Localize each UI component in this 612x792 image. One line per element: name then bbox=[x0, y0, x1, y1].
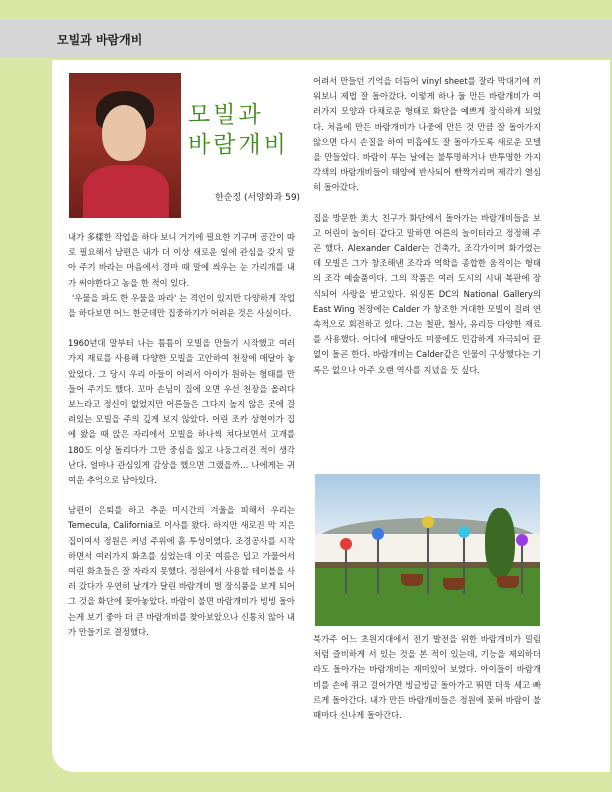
section-title: 모빌과 바람개비 bbox=[57, 33, 143, 47]
photo-face-shape bbox=[102, 105, 146, 161]
paragraph: 남편이 은퇴를 하고 추운 미시간의 겨울을 피해서 우리는 Temecula, California로 이사를 왔다. 하지만 새로진 막 지은 집이여서 정원은 커녕 주위에 흙 투성이였다. 조경공사를 시작하면서 여러가지 화초를 심었는데 이곳 여름은 덥고 가물어서 여린 화초들은 잘 자라지 못했다. 정원에서 사용할 테이블을 사러 갔다가 우연히 날개가 달린 바람개비 벌 장식품을 보게 되어 그 것을 화단에 꽂아놓았다. 바람이 불면 바람개비가 빙빙 돌아는게 보기 좋아 더 큰 바람개비를 찾아보았으나 신통치 않아 내가 만들기로 결정했다. bbox=[68, 505, 295, 637]
left-column bbox=[68, 230, 295, 640]
paragraph: '우물을 파도 한 우물을 파라' 는 격언이 있지만 다양하게 작업을 하다보면 어느 한군데만 집중하기가 어려운 것은 사실이다. bbox=[68, 292, 295, 319]
garden-photo bbox=[315, 474, 540, 626]
article-title-line2: 바람개비 bbox=[188, 132, 289, 158]
author-photo bbox=[69, 73, 181, 218]
photo-body-shape bbox=[83, 165, 169, 218]
article-title-line1: 모빌과 bbox=[188, 102, 264, 128]
right-column-top bbox=[313, 74, 541, 378]
right-column-bottom bbox=[313, 632, 541, 723]
paragraph: 내가 多樣한 작업을 하다 보니 거기에 필요한 기구며 공간이 따로 필요해서 남편은 내가 더 이상 새로운 일에 관심을 갖지 말아 주기 바라는 마음에서 경마 때 말에 씌우는 눈 가리개를 내가 써야한다고 농을 한 적이 있다. bbox=[68, 232, 295, 288]
paragraph: 어려서 만들던 기억을 더듬어 vinyl sheet를 잘라 막대기에 끼워보니 제법 잘 돌아갔다. 이렇게 하나 둘 만든 바람개비가 여러가지 모양과 다채로운 형태로 화단을 예쁘게 장식하게 되었다. 처음에 만든 바람개비가 나중에 만든 것 만큼 잘 돌아가지 않으면 다시 손질을 하여 미흡에도 잘 돌아가도록 새로운 모델을 만들었다. 바람이 부는 날에는 불투명하거나 반투명한 가지각색의 바람개비들이 태양에 반사되어 빤짝거리며 제각기 열심히 돌아갔다. bbox=[313, 76, 541, 193]
paragraph: 1960년대 말부터 나는 틈틈이 모빌을 만들기 시작했고 여러 가지 재료를 사용해 다양한 모빌을 고안하여 천장에 매달아 놓았었다. 그 당시 우리 아들이 어려서 아이가 원하는 형태를 만들어 주기도 했다. 꼬마 손님이 집에 오면 우선 천장을 올려다 보느라고 정신이 없었지만 어른들은 그다지 높지 않은 곳에 걸려있는 모빌을 주의 깊게 보지 않았다. 어린 조카 상현이가 집에 왔을 때 앉은 자리에서 모빌을 하나씩 쳐다보면서 고개를 180도 이상 돌리다가 그만 중심을 잃고 나둥그러진 적이 생각난다. 얼마나 관심있게 감상을 했으면 그랬을까… 나에게는 귀여운 추억으로 남아있다. bbox=[68, 338, 295, 486]
article-title bbox=[188, 100, 298, 160]
paragraph: 집을 방문한 美大 친구가 화단에서 돌아가는 바람개비들을 보고 어린이 놀이터 같다고 말하면 어른의 놀이터라고 정정해 주곤 했다. Alexander Calder는 건축가, 조각가이며 화가였는데 모빌은 그가 창조해낸 조각과 역학을 종합한 움직이는 형태의 조각 예술품이다. 그의 작품은 여러 도시의 시내 복판에 장식되어 사랑을 받고있다. 워싱톤 DC의 National Gallery의 East Wing 천장에는 Calder 가 창조한 거대한 모빌이 걸려 연속적으로 회전하고 있다. 그는 철판, 철사, 유리등 다양한 재료를 사용했다. 어디에 매달아도 미풍에도 민감하게 자극되어 끝없이 돌곤 한다. 바람개비는 Calder같은 인물이 구상했다는 기록은 없으나 아주 오랜 역사를 지녔을 듯 싶다. bbox=[313, 212, 541, 375]
author-byline: 한순정 (서양화과 59) bbox=[215, 193, 301, 203]
paragraph: 북가주 어느 초원지대에서 전기 발전을 위한 바람개비가 밀림처럼 즐비하게 서 있는 것을 본 적이 있는데, 기능을 제외하더라도 돌아가는 바람개비는 재미있어 보였다. 아이들이 바람개비를 손에 쥐고 걸어가면 빙글빙글 돌아가고 뛰면 더욱 세고 빠르게 돌아간다. 내가 만든 바람개비들은 정원에 꽂혀 바람이 불 때마다 신나게 돌아간다. bbox=[313, 634, 541, 721]
